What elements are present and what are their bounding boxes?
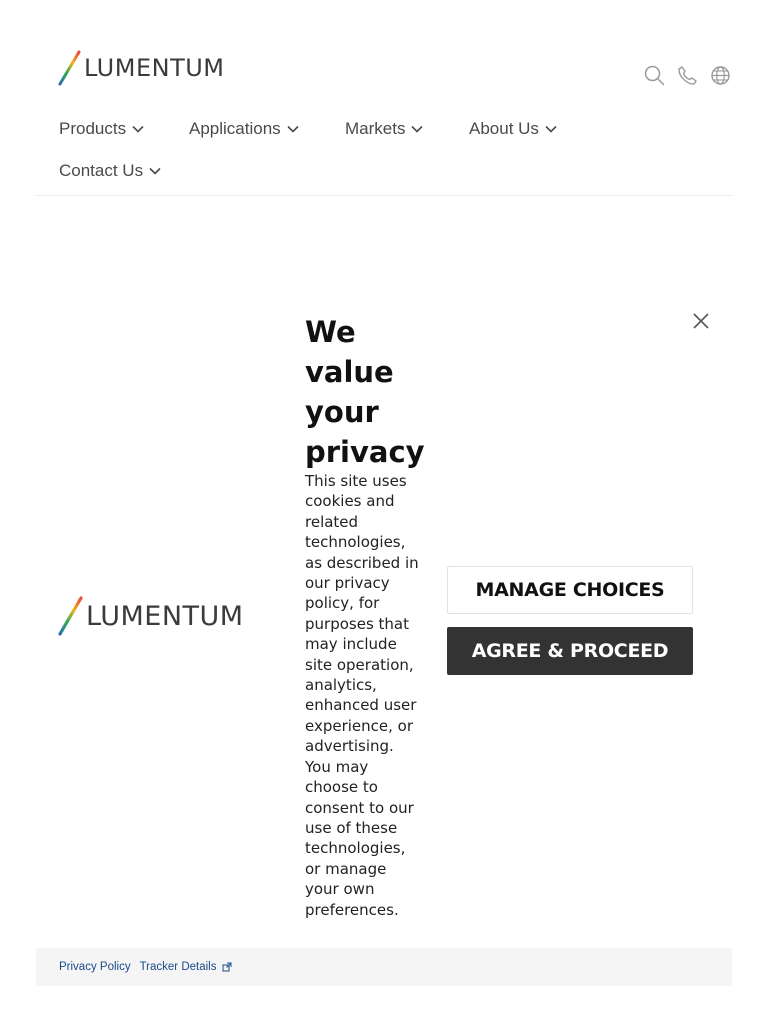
chevron-down-icon (411, 125, 423, 133)
chevron-down-icon (287, 125, 299, 133)
nav-item-about-us[interactable] (469, 119, 557, 139)
site-header (36, 0, 732, 196)
tracker-details-link[interactable] (140, 961, 233, 973)
nav-item-applications[interactable] (189, 119, 345, 139)
chevron-down-icon (132, 125, 144, 133)
nav-row-2 (59, 158, 619, 184)
header-utility-icons (643, 64, 732, 87)
chevron-down-icon (149, 167, 161, 175)
main-nav (59, 116, 619, 200)
close-button[interactable] (690, 310, 712, 332)
nav-item-label: Markets (345, 119, 406, 138)
chevron-down-icon (545, 125, 557, 133)
site-logo[interactable] (58, 50, 225, 86)
consent-footer (36, 948, 732, 986)
nav-item-label: Products (59, 119, 127, 138)
external-link-icon (222, 962, 232, 972)
agree-proceed-button[interactable]: AGREE & PROCEED (447, 627, 693, 675)
consent-description: This site uses cookies and related technologies, as described in our privacy policy, for purposes that may include site operation, analytics, enhanced user experience, or advertising. You may choose to consent to our use of these technologies, or manage your own preferences. (305, 472, 419, 919)
consent-brand-logo (58, 596, 244, 636)
nav-item-markets[interactable] (345, 119, 469, 139)
logo-text: LUMENTUM (86, 600, 244, 632)
nav-item-label: Applications (189, 119, 281, 138)
manage-choices-button[interactable]: MANAGE CHOICES (447, 566, 693, 614)
search-icon[interactable] (643, 64, 666, 87)
phone-icon[interactable] (676, 64, 699, 87)
close-icon (690, 310, 712, 332)
privacy-policy-link[interactable]: Privacy Policy (59, 961, 131, 973)
nav-item-contact-us[interactable] (59, 161, 161, 181)
tracker-details-label: Tracker Details (139, 961, 217, 973)
nav-row-1 (59, 116, 619, 142)
lumentum-slash-icon (58, 50, 82, 86)
lumentum-slash-icon (58, 596, 84, 636)
consent-title: We value your privacy (305, 315, 425, 469)
nav-item-label: Contact Us (59, 161, 144, 180)
globe-icon[interactable] (709, 64, 732, 87)
nav-item-products[interactable] (59, 119, 189, 139)
logo-text: LUMENTUM (84, 54, 225, 82)
nav-item-label: About Us (469, 119, 539, 138)
